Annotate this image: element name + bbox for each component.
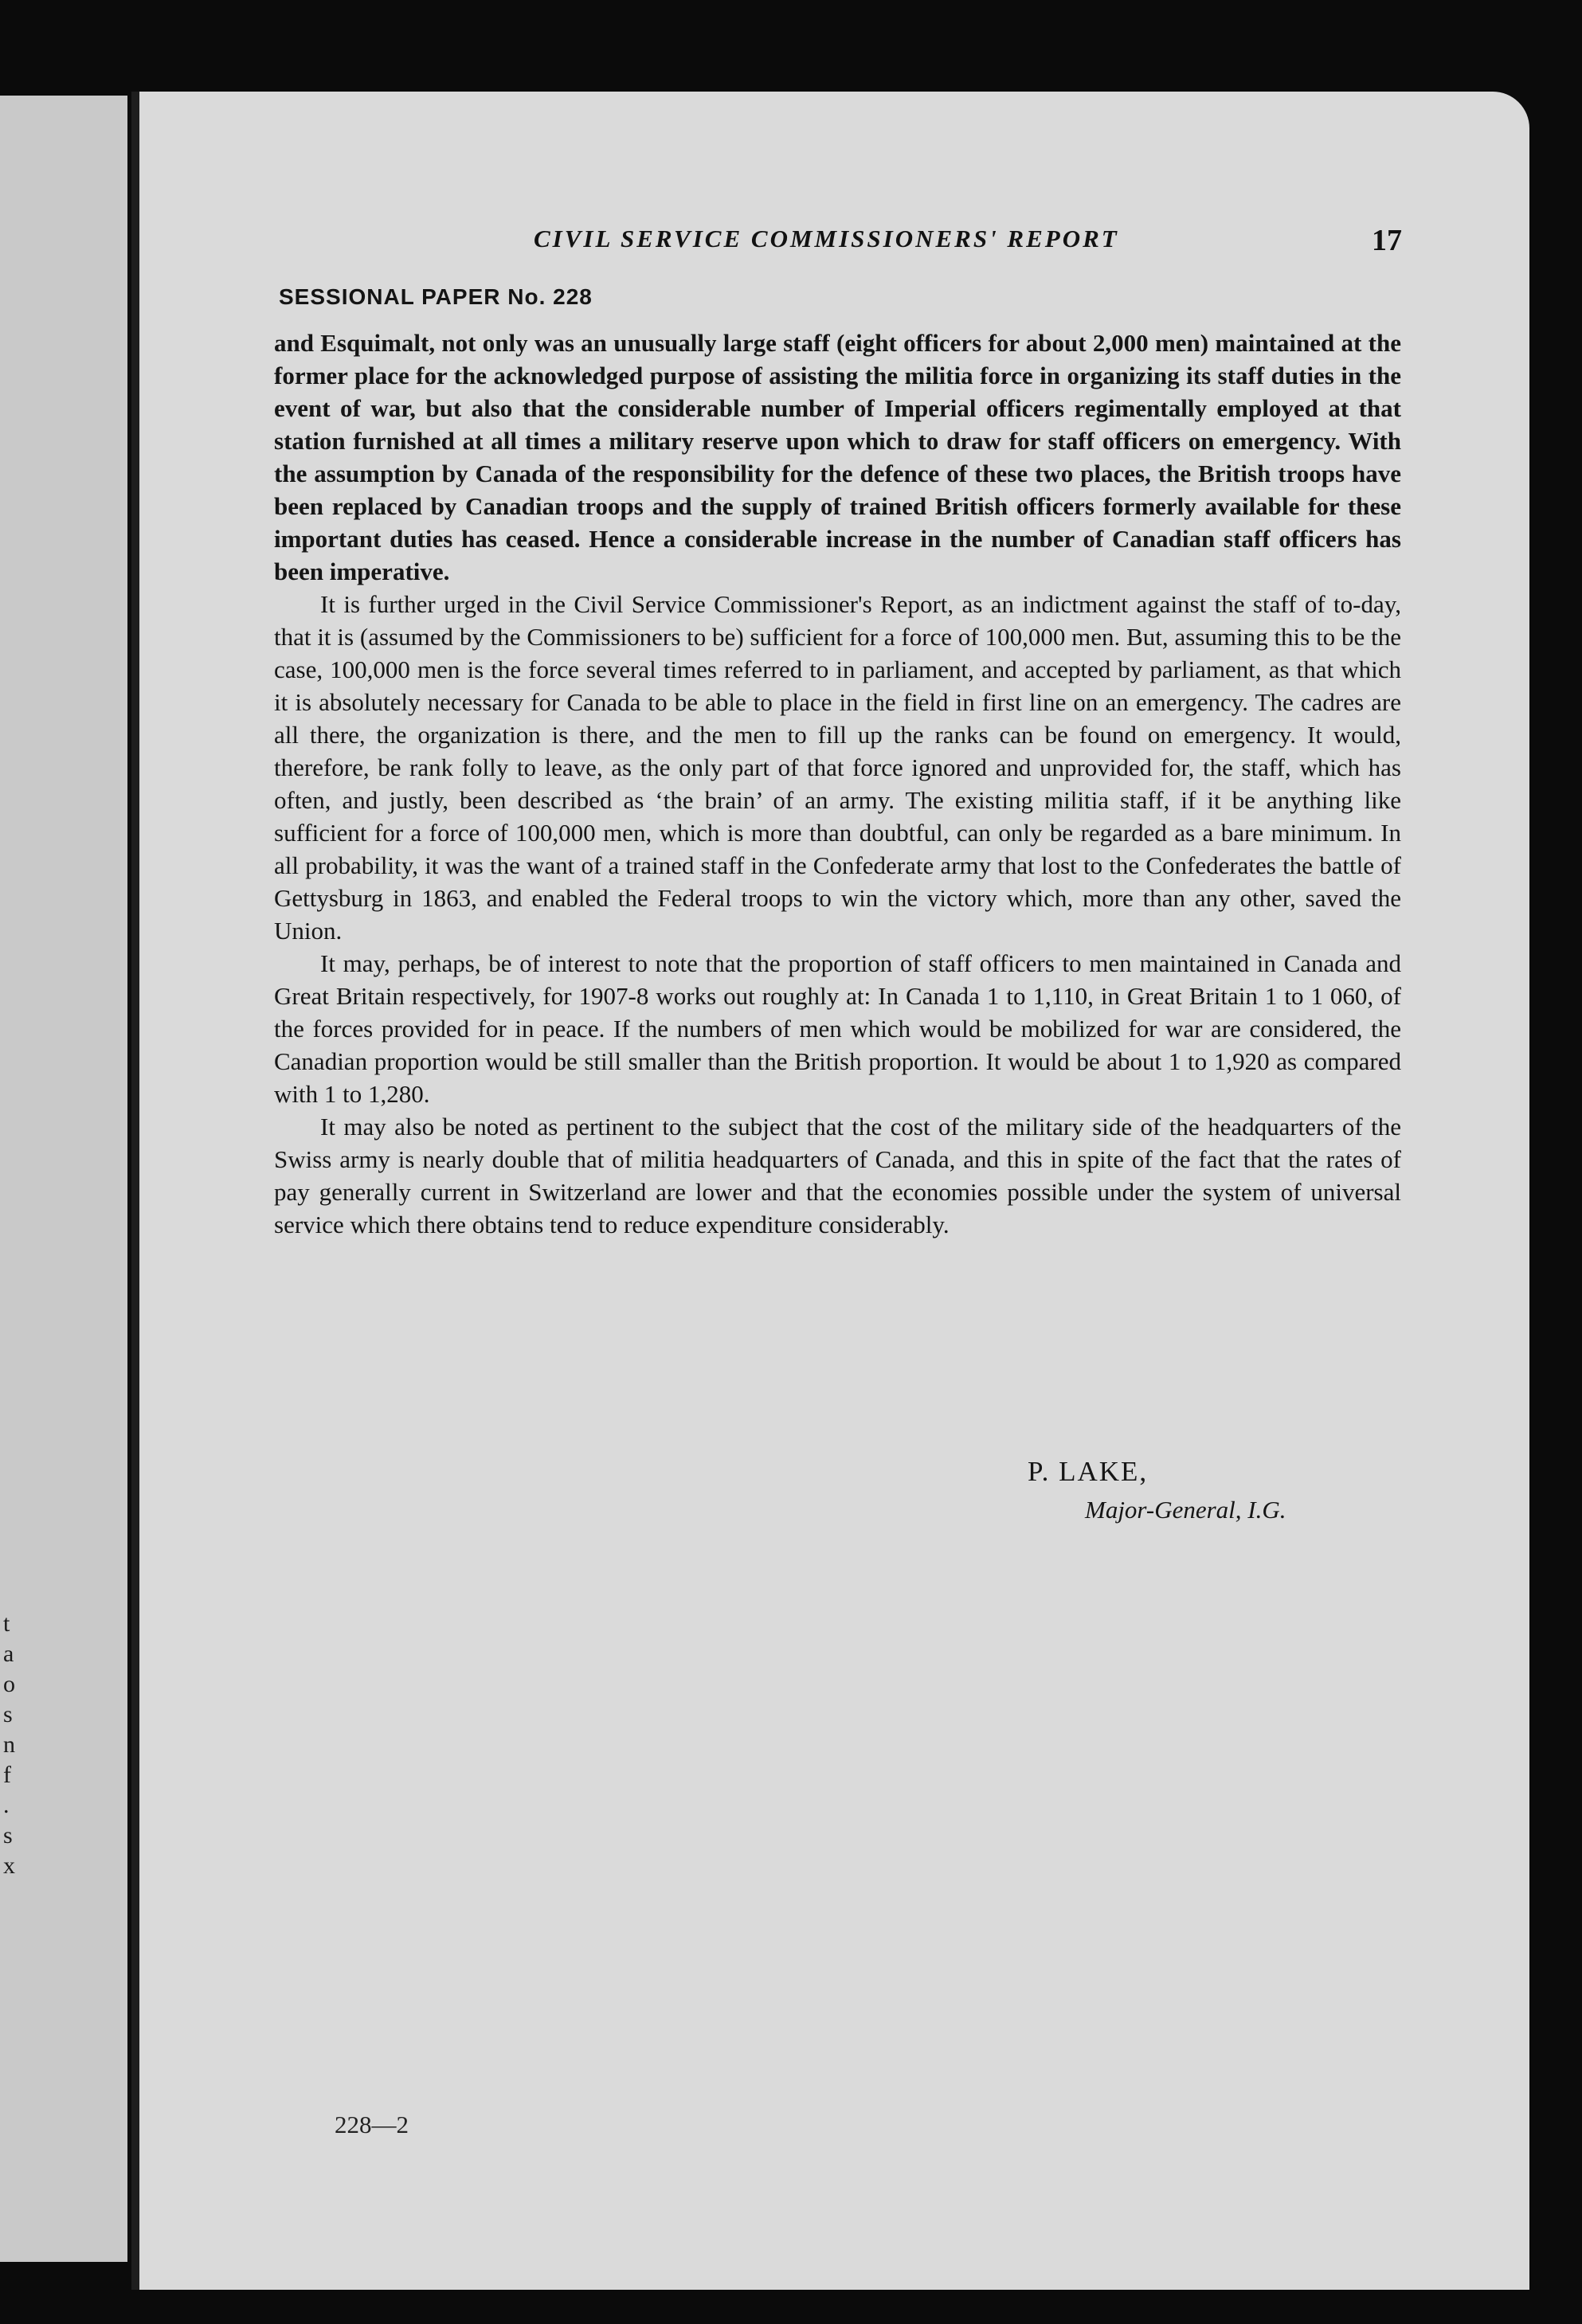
adjacent-page-edge [0, 96, 127, 2262]
page-number: 17 [1372, 224, 1402, 257]
fragment: t [3, 1610, 10, 1637]
fragment: o [3, 1671, 15, 1697]
fragment: x [3, 1853, 15, 1879]
paragraph-1: and Esquimalt, not only was an unusually large staff (eight officers for about 2,000 men) maintained at the former place for the acknowledged purpose of assisting the militia force in organizing its staff duties in the event of war, but also that the considerable number of Imperial officers regimentally employed at that station furnished at all times a military reserve upon which to draw for staff officers on emergency. With the assumption by Canada of the responsibility for the defence of these two places, the British troops have been replaced by Canadian troops and the supply of trained British officers formerly available for these important duties has ceased. Hence a considerable increase in the number of Canadian staff officers has been imperative. [274, 329, 1401, 585]
sessional-paper-label: SESSIONAL PAPER No. 228 [279, 284, 593, 309]
report-body [274, 327, 1401, 1241]
fragment: s [3, 1822, 13, 1849]
fragment: s [3, 1701, 13, 1727]
signatory-title: Major-General, I.G. [1085, 1496, 1286, 1524]
paragraph-2: It is further urged in the Civil Service Commissioner's Report, as an indictment against the staff of to-day, that it is (assumed by the Commissioners to be) sufficient for a force of 100,000 men. But, assuming this to be the case, 100,000 men is the force several times referred to in parliament, and accepted by parliament, as that which it is absolutely necessary for Canada to be able to place in the field in first line on an emergency. The cadres are all there, the organization is there, and the men to fill up the ranks can be found on emergency. It would, therefore, be rank folly to leave, as the only part of that force ignored and unprovided for, the staff, which has often, and justly, been described as ‘the brain’ of an army. The existing militia staff, if it be anything like sufficient for a force of 100,000 men, which is more than doubtful, can only be regarded as a bare minimum. In all probability, it was the want of a trained staff in the Confederate army that lost to the Confederates the battle of Gettysburg in 1863, and enabled the Federal troops to win the victory which, more than any other, saved the Union. [274, 590, 1401, 945]
adjacent-page-fragments [3, 1609, 19, 1881]
fragment: f [3, 1762, 11, 1788]
fragment: n [3, 1731, 15, 1758]
page-spine [131, 92, 139, 2290]
fragment: . [3, 1792, 10, 1818]
fragment: a [3, 1641, 14, 1667]
signature-mark: 228—2 [335, 2111, 409, 2138]
signatory-name: P. LAKE, [1028, 1456, 1149, 1487]
paragraph-3: It may, perhaps, be of interest to note that the proportion of staff officers to men maintained in Canada and Great Britain respectively, for 1907-8 works out roughly at: In Canada 1 to 1,110, in Great Britain 1 to 1 060, of the forces provided for in peace. If the numbers of men which would be mobilized for war are considered, the Canadian proportion would be still smaller than the British proportion. It would be about 1 to 1,920 as compared with 1 to 1,280. [274, 949, 1401, 1108]
paragraph-4: It may also be noted as pertinent to the subject that the cost of the military side of the headquarters of the Swiss army is nearly double that of militia headquarters of Canada, and this in spite of the fact that the rates of pay generally current in Switzerland are lower and that the economies possible under the system of universal service which there obtains tend to reduce expenditure considerably. [274, 1113, 1401, 1238]
running-head: CIVIL SERVICE COMMISSIONERS' REPORT [534, 225, 1119, 252]
